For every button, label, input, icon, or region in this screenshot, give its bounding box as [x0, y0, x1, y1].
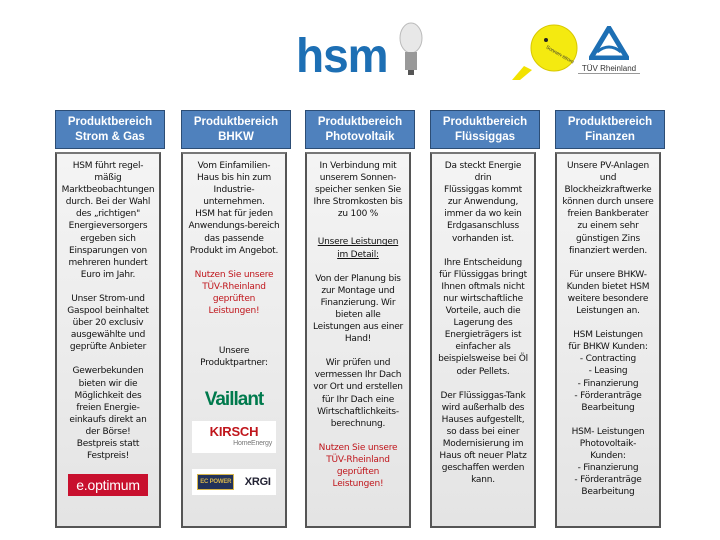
header-line1: Produktbereich — [193, 115, 279, 128]
panel-fluessiggas — [430, 152, 536, 528]
kirsch-logo[interactable] — [192, 421, 276, 453]
text: Unsere Produktpartner: — [200, 346, 268, 369]
header-strom-gas[interactable] — [55, 110, 165, 149]
header-fluessiggas[interactable] — [430, 110, 540, 149]
tuv-notice: Nutzen Sie unsere TÜV-Rheinland geprüften Leistungen! — [194, 269, 274, 317]
panel-bhkw — [181, 152, 287, 528]
text: In Verbindung mit unserem Sonnen- speicher senken Sie Ihre Stromkosten bis zu 100 % — [313, 161, 403, 220]
text: Vom Einfamilien- Haus bis hin zum Industrie- unternehmen. HSM hat für jeden Anwendungs-bereich das passende Produkt im Angebot. — [188, 161, 280, 256]
ec-power-xrgi-logo[interactable] — [192, 469, 276, 495]
text: Unsere PV-Anlagen und Blockheizkraftwerke können durch unsere freien Bankberater zu einem sehr günstigen Zins finanziert werden. — [562, 161, 654, 256]
panel-strom-gas — [55, 152, 161, 528]
header-line2: BHKW — [218, 130, 254, 143]
panel-finanzen — [555, 152, 661, 528]
text: Für unsere BHKW- Kunden bietet HSM weitere besondere Leistungen an. — [566, 269, 650, 317]
header-line2: Flüssiggas — [454, 130, 516, 143]
text: Der Flüssiggas-Tank wird außerhalb des Hauses aufgestellt, so dass bei einer Modernisierung im Haus oft neuer Platz geschaffen werden kann. — [439, 390, 527, 486]
text: HSM Leistungen für BHKW Kunden: - Contracting - Leasing - Finanzierung - Förderanträge Bearbeitung — [568, 330, 648, 413]
kirsch-name: KIRSCH — [209, 424, 259, 440]
text: Ihre Entscheidung für Flüssiggas bringt Ihnen oftmals nicht nur wirtschaftliche Vorteile, auch die Lagerung des Energieträgers ist einfacher als beispielsweise bei Öl oder Pellets. — [438, 257, 528, 377]
header-photovoltaik[interactable] — [305, 110, 415, 149]
hsm-logo: hsm — [296, 27, 388, 83]
text: Von der Planung bis zur Montage und Finanzierung. Wir bieten alle Leistungen aus einer Hand! — [312, 273, 404, 345]
tuv-label: TÜV Rheinland — [578, 64, 640, 74]
header-finanzen[interactable] — [555, 110, 665, 149]
text: HSM- Leistungen Photovoltaik- Kunden: - Finanzierung - Förderanträge Bearbeitung — [571, 426, 645, 498]
panel-photovoltaik — [305, 152, 411, 528]
kirsch-sub: HomeEnergy — [233, 440, 272, 448]
header-line2: Finanzen — [585, 130, 635, 143]
sun-icon — [510, 22, 582, 82]
text: HSM führt regel- mäßig Marktbeobachtungen durch. Bei der Wahl des „richtigen" Energieversorgers ergeben sich Einsparungen von mehreren hundert Euro im Jahr. — [61, 161, 155, 280]
text: Gewerbekunden bieten wir die Möglichkeit des freien Energie- einkaufs direkt an der Börse! Bestpreis statt Festpreis! — [69, 366, 147, 462]
header-line1: Produktbereich — [317, 115, 403, 128]
tuv-rheinland-logo — [578, 26, 640, 76]
sonnenstrom-logo — [510, 22, 582, 82]
header-line1: Produktbereich — [67, 115, 153, 128]
header-line1: Produktbereich — [567, 115, 653, 128]
text: Da steckt Energie drin Flüssiggas kommt zur Anwendung, immer da wo kein Erdgasanschluss vorhanden ist. — [443, 161, 522, 244]
xrgi-logo: XRGI — [244, 476, 271, 489]
light-bulb-icon — [398, 22, 424, 76]
header-line1: Produktbereich — [442, 115, 528, 128]
leistungen-detail-link[interactable]: Unsere Leistungen im Detail: — [317, 237, 399, 260]
text: Wir prüfen und vermessen Ihr Dach vor Ort und erstellen für Ihr Dach eine Wirtschaftlichkeits- berechnung. — [313, 358, 403, 429]
e-optimum-logo[interactable]: e.optimum — [68, 474, 148, 496]
header-bhkw[interactable] — [181, 110, 291, 149]
sun-label: Sonnen-strom — [544, 44, 575, 66]
header-line2: Strom & Gas — [75, 130, 145, 143]
tuv-notice: Nutzen Sie unsere TÜV-Rheinland geprüften Leistungen! — [318, 442, 398, 490]
vaillant-logo[interactable]: Vaillant — [204, 389, 264, 411]
header-line2: Photovoltaik — [325, 130, 395, 143]
ec-power-logo: EC POWER — [197, 474, 234, 490]
text: Unser Strom-und Gaspool beinhaltet über 20 exclusiv ausgewählte und geprüfte Anbieter — [67, 293, 149, 353]
